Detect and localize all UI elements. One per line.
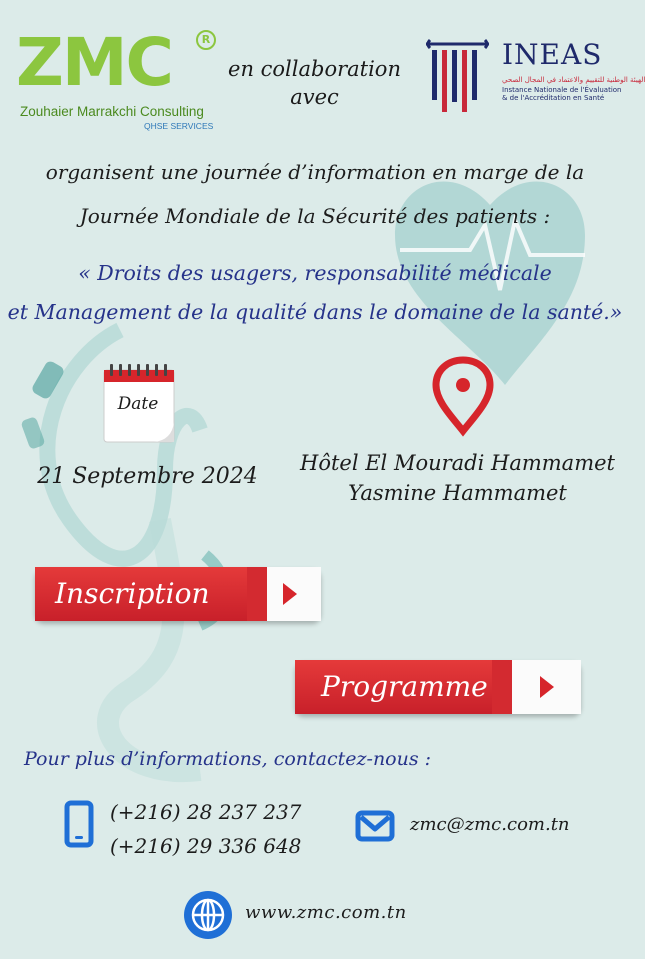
zmc-services: QHSE SERVICES — [144, 121, 214, 131]
programme-button[interactable] — [295, 660, 581, 714]
programme-label: Programme — [321, 670, 488, 703]
event-venue — [285, 448, 630, 508]
inscription-label: Inscription — [55, 577, 210, 610]
zmc-subtitle: Zouhaier Marrakchi Consulting — [20, 104, 204, 119]
intro-line-1: organisent une journée d’information en marge de la — [45, 160, 585, 184]
smartphone-icon — [64, 800, 94, 848]
website-link[interactable]: www.zmc.com.tn — [245, 902, 407, 923]
contact-heading: Pour plus d’informations, contactez-nous : — [24, 748, 432, 770]
ineas-column-icon — [420, 36, 495, 114]
phone-number-1[interactable]: (+216) 28 237 237 — [110, 800, 302, 824]
button-notch-white — [247, 567, 287, 621]
phone-numbers — [110, 795, 301, 863]
email-link[interactable]: zmc@zmc.com.tn — [410, 814, 570, 835]
registered-mark: R — [196, 30, 216, 50]
ineas-french-name: Instance Nationale de l'Évaluation & de l'Accréditation en Santé — [502, 86, 622, 102]
envelope-icon — [355, 810, 395, 842]
map-pin-icon — [432, 357, 494, 433]
theme-line-1: « Droits des usagers, responsabilité médicale — [78, 261, 552, 285]
collaboration-text: en collaboration avec — [228, 57, 401, 109]
button-notch-white — [492, 660, 532, 714]
venue-line-2: Yasmine Hammamet — [348, 481, 567, 505]
inscription-button[interactable] — [35, 567, 321, 621]
zmc-logo — [16, 24, 216, 135]
ineas-logo-text: INEAS — [502, 38, 603, 71]
ineas-logo — [420, 36, 645, 116]
date-label: Date — [117, 394, 159, 414]
event-theme — [5, 254, 625, 332]
phone-number-2[interactable]: (+216) 29 336 648 — [110, 834, 302, 858]
intro-text — [20, 150, 610, 238]
play-arrow-icon — [540, 676, 554, 698]
venue-line-1: Hôtel El Mouradi Hammamet — [300, 451, 615, 475]
intro-line-2: Journée Mondiale de la Sécurité des patients : — [79, 204, 551, 228]
globe-icon — [183, 890, 233, 940]
theme-line-2: et Management de la qualité dans le domaine de la santé.» — [7, 300, 623, 324]
ineas-arabic-name: الهيئة الوطنية للتقييم والاعتماد في المجال الصحي — [502, 76, 645, 84]
event-date: 21 Septembre 2024 — [37, 464, 258, 489]
zmc-logo-text: ZMC — [16, 24, 172, 101]
play-arrow-icon — [283, 583, 297, 605]
